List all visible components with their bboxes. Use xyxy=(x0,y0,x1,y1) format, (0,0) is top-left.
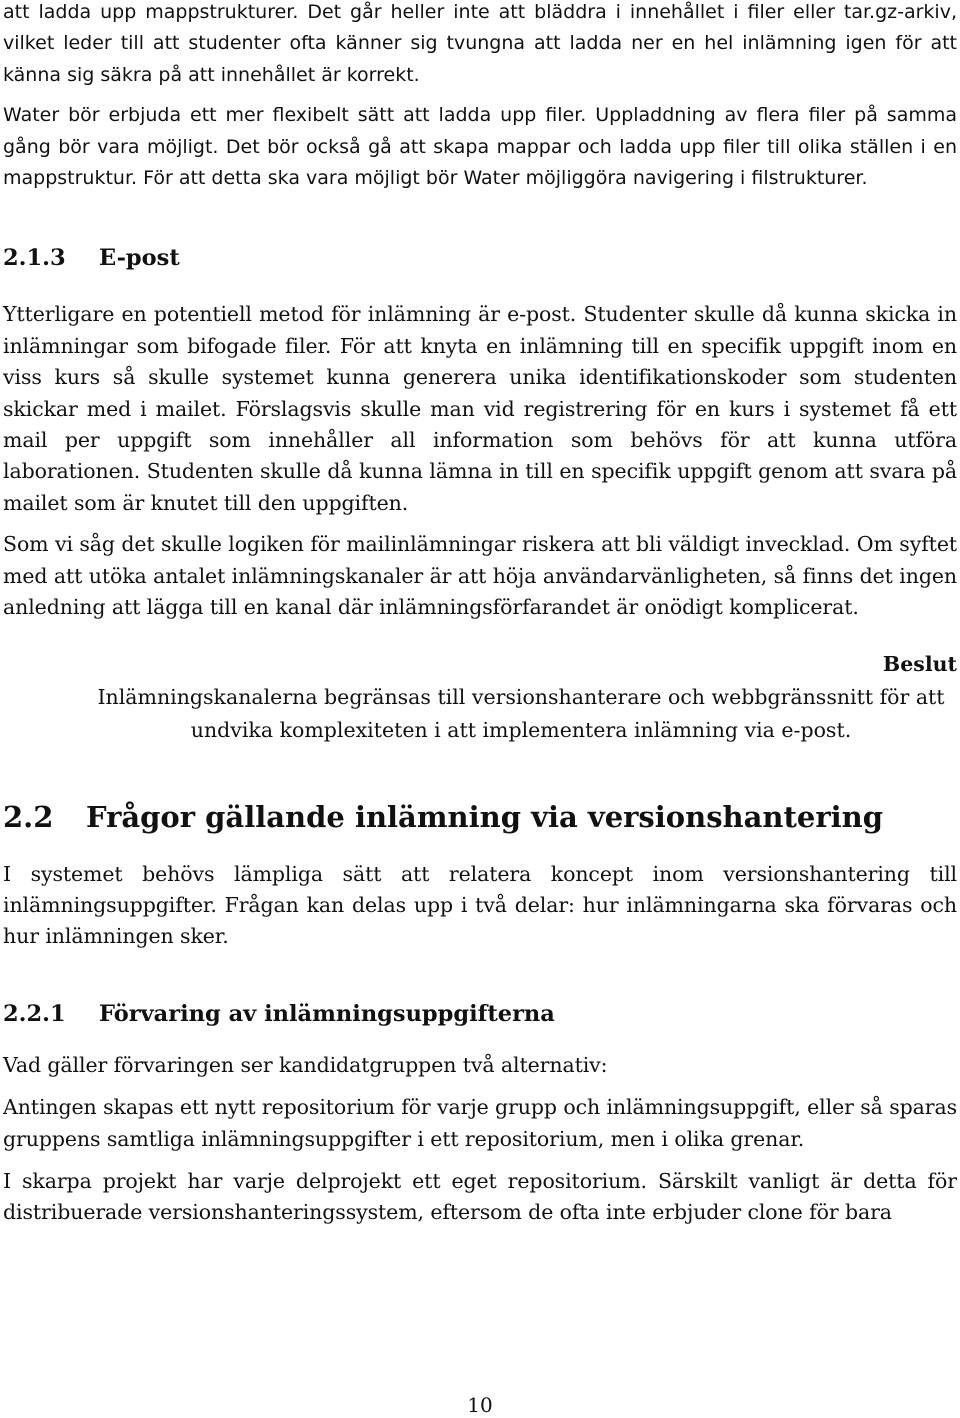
document-page xyxy=(3,0,957,1229)
storage-paragraph-3: I skarpa projekt har varje delprojekt ett eget repositorium. Särskilt vanligt är detta för distribuerade versionshanteringssystem, eftersom de ofta inte erbjuder clone för bara xyxy=(3,1168,957,1225)
section-heading-2-2-1 xyxy=(3,999,957,1029)
continuation-paragraph: att ladda upp mappstrukturer. Det går heller inte att bläddra i innehållet i filer eller tar.gz-arkiv, vilket leder till att studenter ofta känner sig tvungna att ladda ner en hel inlämning igen för att känna sig säkra på att innehållet är korrekt. xyxy=(3,1,957,86)
decision-block xyxy=(3,649,957,747)
section-title: E-post xyxy=(99,245,180,272)
decision-heading: Beslut xyxy=(882,651,957,676)
water-paragraph: Water bör erbjuda ett mer flexibelt sätt att ladda upp filer. Uppladdning av flera filer på samma gång bör vara möjligt. Det bör också gå att skapa mappar och ladda upp filer till olika ställen i en mappstruktur. För att detta ska vara möjligt bör Water möjliggöra navigering i filstrukturer. xyxy=(3,104,957,190)
storage-paragraph-1: Vad gäller förvaringen ser kandidatgruppen två alternativ: xyxy=(3,1052,608,1077)
section-heading-2-1-3 xyxy=(3,243,957,273)
section-title: Förvaring av inlämningsuppgifterna xyxy=(99,1000,555,1027)
email-paragraph-2: Som vi såg det skulle logiken för mailinlämningar riskera att bli väldigt invecklad. Om syftet med att utöka antalet inlämningskanaler är att höja användarvänligheten, så finns det ingen anledning att lägga till en kanal där inlämningsförfarandet är onödigt komplicerat. xyxy=(3,532,957,620)
page-number: 10 xyxy=(467,1393,493,1417)
email-paragraph-1: Ytterligare en potentiell metod för inlämning är e-post. Studenter skulle då kunna skicka in inlämningar som bifogade filer. För att knyta en inlämning till en specifik uppgift inom en viss kurs så skulle systemet kunna generera unika identifikationskoder som studenten skickar med i mailet. Förslagsvis skulle man vid registrering för en kurs i systemet få ett mail per uppgift som innehåller all information som behövs för att kunna utföra laborationen. Studenten skulle då kunna lämna in till en specifik uppgift genom att svara på mailet som är knutet till den uppgiften. xyxy=(3,302,957,515)
section-title: Frågor gällande inlämning via versionshantering xyxy=(86,799,883,834)
versioning-paragraph: I systemet behövs lämpliga sätt att relatera koncept inom versionshantering till inlämningsuppgifter. Frågan kan delas upp i två delar: hur inlämningarna ska förvaras och hur inlämningen sker. xyxy=(3,861,957,949)
section-number: 2.1.3 xyxy=(3,245,66,272)
decision-text: Inlämningskanalerna begränsas till versionshanterare och webbgränssnitt för att undvika komplexiteten i att implementera inlämning via e-post. xyxy=(97,684,945,742)
section-number: 2.2 xyxy=(3,799,54,834)
storage-paragraph-2: Antingen skapas ett nytt repositorium för varje grupp och inlämningsuppgift, eller så sparas gruppens samtliga inlämningsuppgifter i ett repositorium, men i olika grenar. xyxy=(3,1095,958,1151)
section-heading-2-2 xyxy=(3,799,957,835)
section-number: 2.2.1 xyxy=(3,1000,66,1027)
